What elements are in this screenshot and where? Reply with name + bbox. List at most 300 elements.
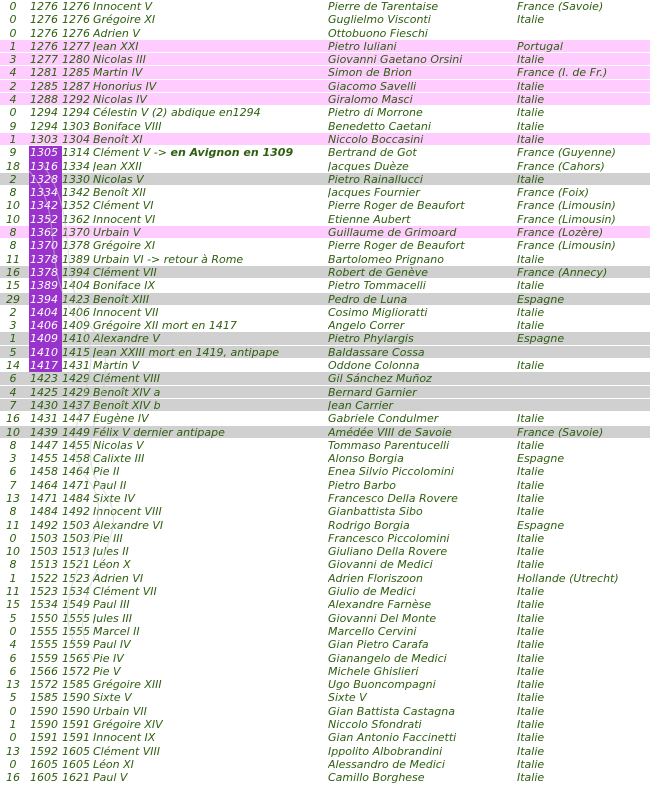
reign-duration: 1 — [9, 571, 17, 585]
end-year: 1429 — [62, 372, 90, 386]
country: France (Limousin) — [517, 239, 616, 253]
birth-name: Ottobuono Fieschi — [328, 26, 428, 40]
birth-name: Pietro Rainallucci — [328, 172, 423, 186]
birth-name: Gabriele Condulmer — [328, 412, 439, 426]
pope-name: Paul V — [93, 771, 128, 785]
country: Italie — [517, 319, 545, 333]
table-row — [0, 452, 650, 465]
reign-duration: 11 — [6, 585, 20, 599]
reign-duration: 0 — [9, 13, 17, 27]
table-row — [0, 239, 650, 252]
table-row — [0, 306, 650, 319]
table-row — [0, 519, 650, 532]
pope-name: Adrien V — [93, 26, 140, 40]
country: Italie — [517, 664, 545, 678]
table-row — [0, 386, 650, 399]
table-row — [0, 253, 650, 266]
reign-duration: 14 — [6, 359, 20, 373]
birth-name: Ippolito Albobrandini — [328, 744, 443, 758]
birth-name: Francesco Piccolomini — [328, 531, 450, 545]
country: Italie — [517, 585, 545, 599]
country: Italie — [517, 704, 545, 718]
pope-name: Benoît XII — [93, 186, 146, 200]
birth-name: Michele Ghislieri — [328, 664, 419, 678]
country: France (Limousin) — [517, 212, 616, 226]
country: Italie — [517, 531, 545, 545]
country: Italie — [517, 279, 545, 293]
table-row — [0, 279, 650, 292]
reign-duration: 10 — [6, 545, 20, 559]
end-year: 1303 — [62, 119, 90, 133]
country: Italie — [517, 252, 545, 266]
pope-name: Boniface IX — [93, 279, 156, 293]
pope-name: Grégoire XIV — [93, 718, 163, 732]
reign-duration: 8 — [9, 438, 17, 452]
start-year: 1591 — [30, 731, 58, 745]
table-row — [0, 612, 650, 625]
start-year: 1342 — [29, 199, 62, 212]
end-year: 1334 — [62, 159, 90, 173]
table-row — [0, 412, 650, 425]
start-year: 1513 — [30, 558, 58, 572]
end-year: 1555 — [62, 611, 90, 625]
start-year: 1370 — [29, 239, 62, 252]
start-year: 1555 — [30, 624, 58, 638]
end-year: 1621 — [62, 771, 90, 785]
birth-name: Pierre Roger de Beaufort — [328, 239, 465, 253]
pope-name: Innocent VIII — [93, 505, 162, 519]
reign-duration: 16 — [6, 412, 20, 426]
country: Italie — [517, 598, 545, 612]
pope-name: Nicolas V — [93, 438, 144, 452]
end-year: 1277 — [62, 39, 90, 53]
start-year: 1404 — [29, 306, 62, 319]
start-year: 1334 — [29, 186, 62, 199]
reign-duration: 10 — [6, 199, 20, 213]
end-year: 1455 — [62, 438, 90, 452]
birth-name: Amédée VIII de Savoie — [328, 425, 452, 439]
reign-duration: 5 — [9, 345, 17, 359]
birth-name: Alessandro de Medici — [328, 757, 445, 771]
start-year: 1417 — [29, 359, 62, 372]
country: Italie — [517, 79, 545, 93]
table-row — [0, 266, 650, 279]
start-year: 1378 — [29, 253, 62, 266]
end-year: 1423 — [62, 292, 90, 306]
birth-name: Jean Carrier — [328, 398, 394, 412]
end-year: 1431 — [62, 359, 90, 373]
birth-name: Gian Antonio Faccinetti — [328, 731, 457, 745]
birth-name: Giovanni Del Monte — [328, 611, 437, 625]
country: Italie — [517, 744, 545, 758]
end-year: 1559 — [62, 638, 90, 652]
country: Italie — [517, 624, 545, 638]
start-year: 1566 — [30, 664, 58, 678]
pope-name: Benoît XIII — [93, 292, 150, 306]
birth-name: Bertrand de Got — [328, 146, 417, 160]
end-year: 1590 — [62, 691, 90, 705]
birth-name: Pierre Roger de Beaufort — [328, 199, 465, 213]
table-row — [0, 505, 650, 518]
start-year: 1585 — [30, 691, 58, 705]
table-row — [0, 66, 650, 79]
end-year: 1409 — [62, 319, 90, 333]
pope-name: Léon X — [93, 558, 131, 572]
reign-duration: 8 — [9, 239, 17, 253]
birth-name: Pedro de Luna — [328, 292, 408, 306]
country: Italie — [517, 678, 545, 692]
end-year: 1572 — [62, 664, 90, 678]
reign-duration: 0 — [9, 26, 17, 40]
table-row — [0, 40, 650, 53]
pope-name: Urbain VII — [93, 704, 147, 718]
reign-duration: 8 — [9, 186, 17, 200]
pope-name: Léon XI — [93, 757, 134, 771]
reign-duration: 0 — [9, 624, 17, 638]
country: France (Lozère) — [517, 226, 604, 240]
pope-name: Clément VI — [93, 199, 154, 213]
start-year: 1605 — [30, 771, 58, 785]
start-year: 1572 — [30, 678, 58, 692]
start-year: 1281 — [30, 66, 58, 80]
table-row — [0, 332, 650, 345]
start-year: 1409 — [29, 332, 62, 345]
reign-duration: 2 — [9, 305, 17, 319]
pope-name: Jean XXI — [93, 39, 139, 53]
reign-duration: 7 — [9, 478, 17, 492]
table-row — [0, 133, 650, 146]
end-year: 1447 — [62, 412, 90, 426]
table-row — [0, 585, 650, 598]
country: Italie — [517, 651, 545, 665]
start-year: 1362 — [29, 226, 62, 239]
country: Italie — [517, 465, 545, 479]
end-year: 1276 — [62, 26, 90, 40]
pope-name: Innocent V — [93, 0, 153, 13]
birth-name: Pietro di Morrone — [328, 106, 423, 120]
end-year: 1352 — [62, 199, 90, 213]
birth-name: Niccolo Sfondrati — [328, 718, 422, 732]
birth-name: Bartolomeo Prignano — [328, 252, 444, 266]
table-row — [0, 479, 650, 492]
start-year: 1303 — [30, 132, 58, 146]
pope-name: Clément VIII — [93, 372, 161, 386]
birth-name: Ugo Buoncompagni — [328, 678, 436, 692]
pope-name: Pie V — [93, 664, 121, 678]
end-year: 1370 — [62, 226, 90, 240]
start-year: 1276 — [30, 0, 58, 13]
start-year: 1276 — [30, 26, 58, 40]
end-year: 1458 — [62, 452, 90, 466]
table-row — [0, 359, 650, 372]
country: Italie — [517, 611, 545, 625]
table-row — [0, 173, 650, 186]
reign-duration: 10 — [6, 425, 20, 439]
start-year: 1439 — [30, 425, 58, 439]
start-year: 1492 — [30, 518, 58, 532]
start-year: 1305 — [29, 146, 62, 159]
country: Italie — [517, 305, 545, 319]
birth-name: Gil Sánchez Muñoz — [328, 372, 432, 386]
country: Italie — [517, 132, 545, 146]
start-year: 1288 — [30, 93, 58, 107]
end-year: 1503 — [62, 531, 90, 545]
start-year: 1534 — [30, 598, 58, 612]
country: Italie — [517, 691, 545, 705]
reign-duration: 0 — [9, 704, 17, 718]
pope-name: Grégoire XII mort en 1417 — [93, 319, 237, 333]
start-year: 1458 — [30, 465, 58, 479]
reign-duration: 3 — [9, 53, 17, 67]
end-year: 1410 — [62, 332, 90, 346]
birth-name: Niccolo Boccasini — [328, 132, 424, 146]
table-row — [0, 745, 650, 758]
table-row — [0, 160, 650, 173]
country: France (Annecy) — [517, 265, 608, 279]
reign-duration: 3 — [9, 319, 17, 333]
pope-name: Paul IV — [93, 638, 131, 652]
reign-duration: 16 — [6, 265, 20, 279]
table-row — [0, 598, 650, 611]
country: Espagne — [517, 452, 565, 466]
start-year: 1352 — [29, 213, 62, 226]
start-year: 1592 — [30, 744, 58, 758]
reign-duration: 6 — [9, 465, 17, 479]
reign-duration: 10 — [6, 212, 20, 226]
start-year: 1484 — [30, 505, 58, 519]
table-row — [0, 27, 650, 40]
table-row — [0, 678, 650, 691]
start-year: 1503 — [30, 531, 58, 545]
start-year: 1294 — [30, 106, 58, 120]
country: France (Savoie) — [517, 425, 604, 439]
country: Portugal — [517, 39, 563, 53]
end-year: 1292 — [62, 93, 90, 107]
table-row — [0, 691, 650, 704]
pope-name: Paul III — [93, 598, 130, 612]
table-row — [0, 545, 650, 558]
country: France (Savoie) — [517, 0, 604, 13]
end-year: 1591 — [62, 718, 90, 732]
country: Italie — [517, 106, 545, 120]
table-row — [0, 665, 650, 678]
country: Italie — [517, 53, 545, 67]
country: Italie — [517, 757, 545, 771]
birth-name: Alexandre Farnèse — [328, 598, 432, 612]
birth-name: Etienne Aubert — [328, 212, 411, 226]
country: Italie — [517, 558, 545, 572]
birth-name: Gian Battista Castagna — [328, 704, 455, 718]
birth-name: Marcello Cervini — [328, 624, 417, 638]
pope-name: Sixte V — [93, 691, 132, 705]
birth-name: Pietro Tommacelli — [328, 279, 426, 293]
reign-duration: 8 — [9, 505, 17, 519]
table-row — [0, 465, 650, 478]
table-row — [0, 146, 650, 159]
pope-name: Clément VII — [93, 585, 157, 599]
reign-duration: 2 — [9, 172, 17, 186]
reign-duration: 1 — [9, 332, 17, 346]
end-year: 1534 — [62, 585, 90, 599]
birth-name: Pietro Phylargis — [328, 332, 414, 346]
birth-name: Benedetto Caetani — [328, 119, 431, 133]
birth-name: Simon de Brion — [328, 66, 413, 80]
table-row — [0, 399, 650, 412]
table-row — [0, 0, 650, 13]
table-row — [0, 492, 650, 505]
table-row — [0, 372, 650, 385]
start-year: 1503 — [30, 545, 58, 559]
start-year: 1523 — [30, 585, 58, 599]
birth-name: Oddone Colonna — [328, 359, 420, 373]
country: Espagne — [517, 518, 565, 532]
country: France (Guyenne) — [517, 146, 616, 160]
reign-duration: 13 — [6, 744, 20, 758]
pope-name: Pie II — [93, 465, 120, 479]
pope-name: Innocent IX — [93, 731, 156, 745]
reign-duration: 4 — [9, 385, 17, 399]
start-year: 1550 — [30, 611, 58, 625]
end-year: 1449 — [62, 425, 90, 439]
country: Italie — [517, 13, 545, 27]
reign-duration: 11 — [6, 518, 20, 532]
end-year: 1342 — [62, 186, 90, 200]
country: France (Foix) — [517, 186, 590, 200]
end-year: 1294 — [62, 106, 90, 120]
pope-name: Jean XXIII mort en 1419, antipape — [93, 345, 280, 359]
start-year: 1410 — [29, 346, 62, 359]
end-year: 1605 — [62, 744, 90, 758]
pope-name: Martin IV — [93, 66, 143, 80]
country: Italie — [517, 93, 545, 107]
pope-name: Innocent VII — [93, 305, 159, 319]
table-row — [0, 758, 650, 771]
end-year: 1285 — [62, 66, 90, 80]
end-year: 1362 — [62, 212, 90, 226]
start-year: 1522 — [30, 571, 58, 585]
reign-duration: 16 — [6, 771, 20, 785]
start-year: 1590 — [30, 718, 58, 732]
country: Italie — [517, 718, 545, 732]
birth-name: Adrien Floriszoon — [328, 571, 423, 585]
table-row — [0, 226, 650, 239]
country: France (I. de Fr.) — [517, 66, 608, 80]
pope-name: Clément VII — [93, 265, 157, 279]
end-year: 1287 — [62, 79, 90, 93]
birth-name: Francesco Della Rovere — [328, 491, 458, 505]
end-year: 1389 — [62, 252, 90, 266]
pope-name: Martin V — [93, 359, 140, 373]
birth-name: Pietro Barbo — [328, 478, 397, 492]
birth-name: Cosimo Miglioratti — [328, 305, 428, 319]
table-row — [0, 652, 650, 665]
pope-name: Grégoire XI — [93, 239, 156, 253]
birth-name: Baldassare Cossa — [328, 345, 425, 359]
end-year: 1415 — [62, 345, 90, 359]
table-row — [0, 439, 650, 452]
pope-name: Jean XXII — [93, 159, 142, 173]
start-year: 1447 — [30, 438, 58, 452]
end-year: 1330 — [62, 172, 90, 186]
country: Italie — [517, 438, 545, 452]
pope-name: Paul II — [93, 478, 127, 492]
end-year: 1503 — [62, 518, 90, 532]
table-row — [0, 638, 650, 651]
birth-name: Angelo Correr — [328, 319, 405, 333]
table-row — [0, 106, 650, 119]
end-year: 1314 — [62, 146, 90, 160]
table-row — [0, 213, 650, 226]
country: Italie — [517, 119, 545, 133]
reign-duration: 13 — [6, 678, 20, 692]
end-year: 1378 — [62, 239, 90, 253]
pope-name: Nicolas IV — [93, 93, 147, 107]
reign-duration: 4 — [9, 66, 17, 80]
end-year: 1555 — [62, 624, 90, 638]
start-year: 1423 — [30, 372, 58, 386]
birth-name: Giulio de Medici — [328, 585, 416, 599]
birth-name: Gian Pietro Carafa — [328, 638, 429, 652]
pope-name: Urbain V — [93, 226, 141, 240]
country: Italie — [517, 505, 545, 519]
country: Italie — [517, 731, 545, 745]
reign-duration: 7 — [9, 398, 17, 412]
start-year: 1464 — [30, 478, 58, 492]
pope-name: Marcel II — [93, 624, 140, 638]
birth-name: Giacomo Savelli — [328, 79, 417, 93]
start-year: 1605 — [30, 757, 58, 771]
birth-name: Gianbattista Sibo — [328, 505, 423, 519]
reign-duration: 4 — [9, 93, 17, 107]
end-year: 1513 — [62, 545, 90, 559]
birth-name: Giralomo Masci — [328, 93, 413, 107]
start-year: 1394 — [29, 293, 62, 306]
table-row — [0, 705, 650, 718]
table-row — [0, 426, 650, 439]
table-row — [0, 319, 650, 332]
end-year: 1429 — [62, 385, 90, 399]
country: Espagne — [517, 332, 565, 346]
start-year: 1328 — [29, 173, 62, 186]
reign-duration: 13 — [6, 491, 20, 505]
table-row — [0, 93, 650, 106]
reign-duration: 8 — [9, 226, 17, 240]
reign-duration: 29 — [6, 292, 20, 306]
reign-duration: 18 — [6, 159, 20, 173]
pope-name: Urbain VI -> retour à Rome — [93, 252, 244, 266]
end-year: 1590 — [62, 704, 90, 718]
end-year: 1437 — [62, 398, 90, 412]
start-year: 1455 — [30, 452, 58, 466]
end-year: 1523 — [62, 571, 90, 585]
birth-name: Guillaume de Grimoard — [328, 226, 457, 240]
pope-name: Nicolas III — [93, 53, 146, 67]
start-year: 1294 — [30, 119, 58, 133]
reign-duration: 0 — [9, 757, 17, 771]
start-year: 1430 — [30, 398, 58, 412]
start-year: 1559 — [30, 651, 58, 665]
end-year: 1605 — [62, 757, 90, 771]
reign-duration: 11 — [6, 252, 20, 266]
table-row — [0, 718, 650, 731]
table-row — [0, 346, 650, 359]
country: Hollande (Utrecht) — [517, 571, 619, 585]
table-row — [0, 558, 650, 571]
country: Espagne — [517, 292, 565, 306]
start-year: 1425 — [30, 385, 58, 399]
reign-duration: 0 — [9, 0, 17, 13]
pope-name: Benoît XI — [93, 132, 143, 146]
